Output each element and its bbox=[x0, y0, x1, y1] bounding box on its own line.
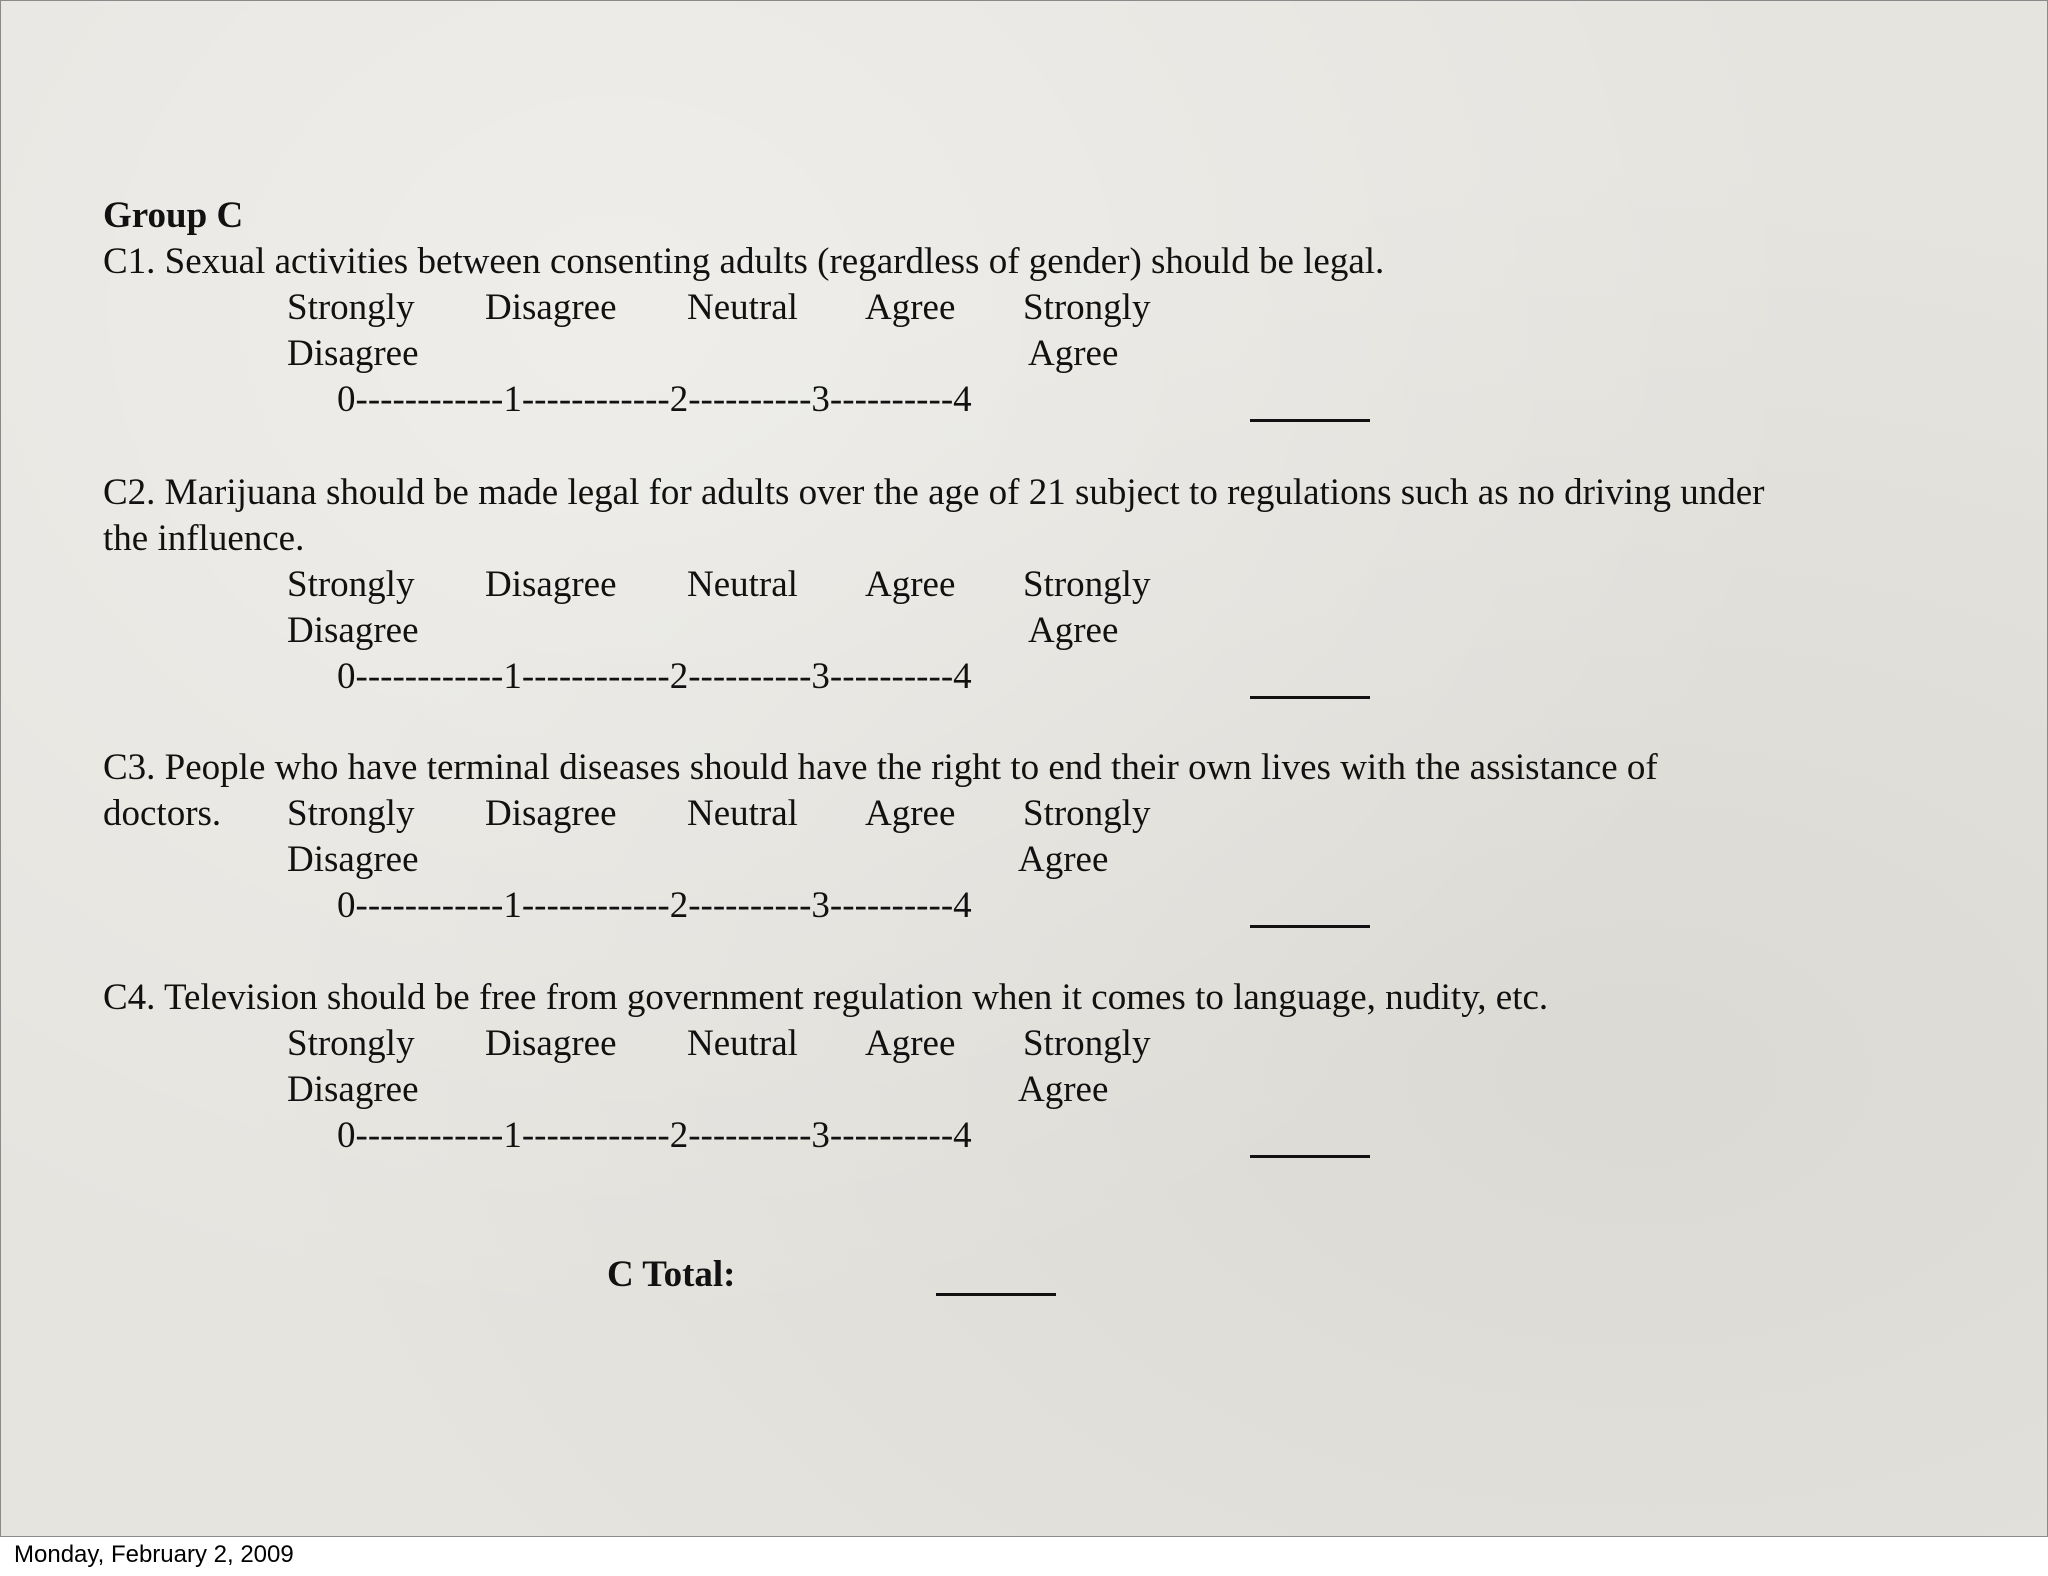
scale-label-strongly-disagree-top: Strongly bbox=[287, 1023, 415, 1064]
scale-label-neutral: Neutral bbox=[687, 564, 798, 605]
scale-label-agree: Agree bbox=[865, 564, 956, 605]
scale-label-strongly-agree-bottom: Agree bbox=[1028, 610, 1119, 651]
scale-label-strongly-disagree-top: Strongly bbox=[287, 564, 415, 605]
scale-label-disagree: Disagree bbox=[485, 564, 617, 605]
scale-label-strongly-disagree-top: Strongly bbox=[287, 287, 415, 328]
rating-scale: 0------------1------------2----------3----------4 bbox=[337, 885, 972, 926]
question-c3-line1: C3. People who have terminal diseases should have the right to end their own lives with the assistance of bbox=[103, 747, 1658, 788]
scale-label-strongly-agree-bottom: Agree bbox=[1028, 333, 1119, 374]
scale-label-disagree: Disagree bbox=[485, 1023, 617, 1064]
scale-label-strongly-agree-top: Strongly bbox=[1023, 564, 1151, 605]
question-c2-line2: the influence. bbox=[103, 518, 305, 559]
scale-label-strongly-agree-bottom: Agree bbox=[1018, 1069, 1109, 1110]
answer-blank-c1[interactable] bbox=[1250, 419, 1370, 422]
scale-label-neutral: Neutral bbox=[687, 1023, 798, 1064]
scale-label-agree: Agree bbox=[865, 793, 956, 834]
scale-label-strongly-disagree-top: Strongly bbox=[287, 793, 415, 834]
scale-label-disagree: Disagree bbox=[485, 793, 617, 834]
rating-scale: 0------------1------------2----------3----------4 bbox=[337, 379, 972, 420]
total-label: C Total: bbox=[607, 1254, 736, 1295]
scale-label-neutral: Neutral bbox=[687, 793, 798, 834]
rating-scale: 0------------1------------2----------3----------4 bbox=[337, 656, 972, 697]
question-c1: C1. Sexual activities between consenting adults (regardless of gender) should be legal. bbox=[103, 241, 1385, 282]
question-c4: C4. Television should be free from government regulation when it comes to language, nudity, etc. bbox=[103, 977, 1549, 1018]
scale-label-strongly-disagree-bottom: Disagree bbox=[287, 839, 419, 880]
group-title: Group C bbox=[103, 195, 244, 236]
answer-blank-c4[interactable] bbox=[1250, 1155, 1370, 1158]
scale-label-strongly-disagree-bottom: Disagree bbox=[287, 1069, 419, 1110]
scale-label-strongly-disagree-bottom: Disagree bbox=[287, 333, 419, 374]
rating-scale: 0------------1------------2----------3----------4 bbox=[337, 1115, 972, 1156]
question-c3-line2: doctors. bbox=[103, 793, 222, 834]
scale-label-strongly-agree-top: Strongly bbox=[1023, 1023, 1151, 1064]
scale-label-strongly-agree-top: Strongly bbox=[1023, 793, 1151, 834]
answer-blank-c3[interactable] bbox=[1250, 925, 1370, 928]
footer-date: Monday, February 2, 2009 bbox=[14, 1541, 294, 1568]
scale-label-strongly-disagree-bottom: Disagree bbox=[287, 610, 419, 651]
scale-label-strongly-agree-bottom: Agree bbox=[1018, 839, 1109, 880]
answer-blank-c2[interactable] bbox=[1250, 696, 1370, 699]
footer-bar bbox=[0, 1537, 2048, 1576]
scale-label-strongly-agree-top: Strongly bbox=[1023, 287, 1151, 328]
scale-label-neutral: Neutral bbox=[687, 287, 798, 328]
total-blank[interactable] bbox=[936, 1293, 1056, 1296]
scale-label-disagree: Disagree bbox=[485, 287, 617, 328]
scale-label-agree: Agree bbox=[865, 1023, 956, 1064]
scale-label-agree: Agree bbox=[865, 287, 956, 328]
question-c2-line1: C2. Marijuana should be made legal for adults over the age of 21 subject to regulations such as no driving under bbox=[103, 472, 1765, 513]
